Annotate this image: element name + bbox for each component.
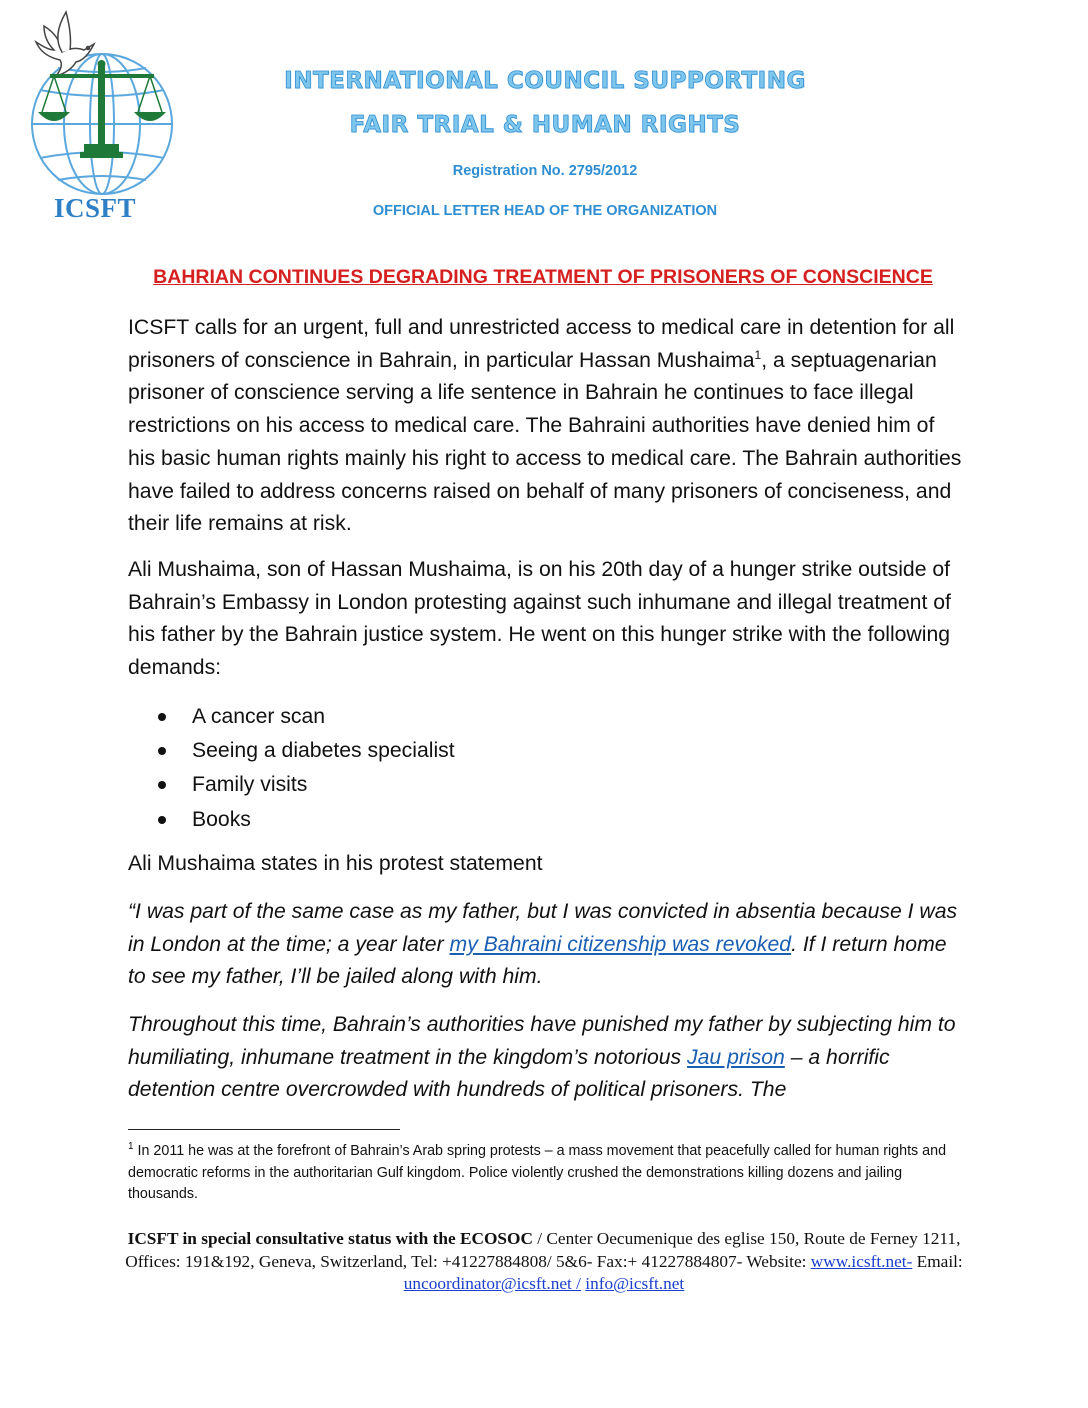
list-item-text: Seeing a diabetes specialist: [192, 739, 455, 763]
list-item-text: Family visits: [192, 773, 308, 797]
letterhead-footer: [118, 1228, 970, 1296]
logo-graphic: [22, 6, 182, 206]
paragraph-intro-text-a: ICSFT calls for an urgent, full and unrestricted access to medical care in detention for all prisoners of conscience in Bahrain, in particular Hassan Mushaima: [128, 316, 955, 372]
footer-status: ICSFT in special consultative status with the ECOSOC: [127, 1229, 533, 1248]
list-item: [128, 734, 928, 768]
citizenship-revoked-link[interactable]: my Bahraini citizenship was revoked: [449, 932, 792, 956]
footnote-reference[interactable]: 1: [754, 347, 762, 362]
bullet-icon: [158, 713, 166, 721]
quote-paragraph-2: [128, 1009, 964, 1107]
website-link[interactable]: www.icsft.net-: [810, 1251, 913, 1271]
quote1-text-a: “I was part of the same case as my father, but I was convicted in absentia because I was in London at the time; a year later: [128, 900, 958, 956]
quote2-text-b: – a horrific detention centre overcrowded with hundreds of political prisoners. The: [128, 1045, 890, 1102]
footer-address: / Center Oecumenique des eglise 150, Route de Ferney 1211, Offices: 191&192, Geneva, Switzerland, Tel: +41227884808/ 5&6- Fax:+ 41227884807- Website:: [125, 1229, 961, 1271]
organization-name-line1: INTERNATIONAL COUNCIL SUPPORTING: [284, 68, 806, 94]
quote2-text-a: Throughout this time, Bahrain’s authorities have punished my father by subjecting him to humiliating, inhumane treatment in the kingdom’s notorious: [128, 1013, 956, 1069]
list-item: [128, 700, 928, 734]
footnote-divider: [128, 1129, 400, 1130]
list-item-text: Books: [192, 807, 251, 831]
organization-name-line2: FAIR TRIAL & HUMAN RIGHTS: [349, 112, 741, 138]
document-headline: BAHRIAN CONTINUES DEGRADING TREATMENT OF PRISONERS OF CONSCIENCE: [153, 266, 933, 288]
footnote: [128, 1141, 958, 1206]
quote1-text-b: . If I return home to see my father, I’ll be jailed along with him.: [128, 932, 947, 989]
list-item: [128, 803, 928, 837]
footnote-text: In 2011 he was at the forefront of Bahrain’s Arab spring protests – a mass movement that peacefully called for human rights and democratic reforms in the authoritarian Gulf kingdom. Police violently crushed the demonstrations killing dozens and jailing thousands.: [128, 1143, 947, 1202]
list-item: [128, 768, 928, 802]
paragraph-intro-text-b: , a septuagenarian prisoner of conscience serving a life sentence in Bahrain he continues to face illegal restrictions on his access to medical care. The Bahraini authorities have denied him of his basic human rights mainly his right to access to medical care. The Bahrain authorities have failed to address concerns raised on behalf of many prisoners of conciseness, and their life remains at risk.: [128, 348, 962, 536]
footnote-marker: 1: [128, 1141, 134, 1153]
email-link-uncoordinator[interactable]: uncoordinator@icsft.net /: [403, 1274, 581, 1293]
footer-email-label: Email:: [912, 1251, 963, 1271]
scales-of-justice-icon: [38, 60, 166, 158]
registration-number: Registration No. 2795/2012: [452, 163, 638, 179]
paragraph-statement-intro: Ali Mushaima states in his protest statement: [128, 852, 543, 875]
bullet-icon: [158, 781, 166, 789]
paragraph-hunger-strike: Ali Mushaima, son of Hassan Mushaima, is on his 20th day of a hunger strike outside of Bahrain’s Embassy in London protesting against such inhumane and illegal treatment of his father by the Bahrain justice system. He went on this hunger strike with the following demands:: [128, 558, 951, 680]
quote-paragraph-1: [128, 896, 964, 994]
dove-icon: [36, 12, 94, 76]
email-link-info[interactable]: info@icsft.net: [585, 1274, 685, 1293]
list-item-text: A cancer scan: [192, 705, 326, 728]
paragraph-intro: [128, 312, 964, 541]
demands-list: [128, 700, 928, 837]
logo-text: ICSFT: [53, 193, 137, 223]
bullet-icon: [158, 747, 166, 755]
jau-prison-link[interactable]: Jau prison: [687, 1045, 785, 1069]
bullet-icon: [158, 816, 166, 824]
letterhead-caption: OFFICIAL LETTER HEAD OF THE ORGANIZATION: [372, 203, 718, 219]
